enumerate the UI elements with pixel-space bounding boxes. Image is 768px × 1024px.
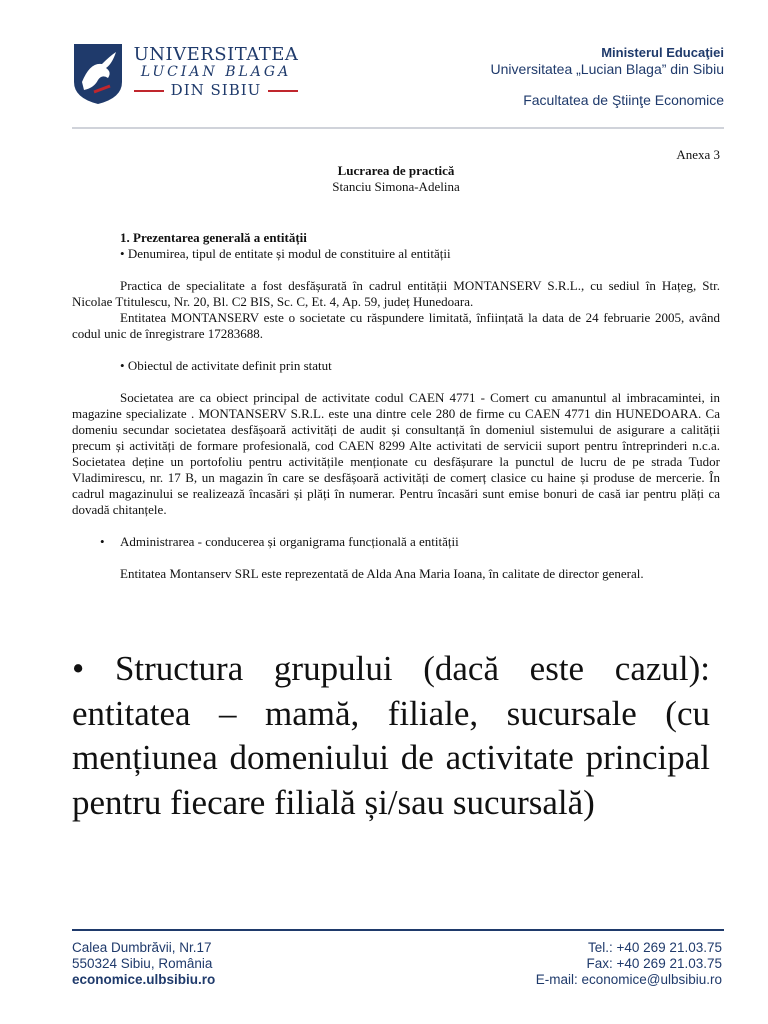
paragraph: Societatea are ca obiect principal de activitate codul CAEN 4771 - Comert cu amanuntul al imbracamintei, in magazine specializate . MONTANSERV S.R.L. este una dintre cele 280 de firme cu CAEN 4771 din HUNEDOARA. Ca domeniu secundar societatea desfășoară activități de audit și consultanță în domeniul sistemului de asigurare a calității precum și activități de formare profesională, cod CAEN 8299 Alte activitati de servicii suport pentru întreprinderi n.c.a. Societatea deține un portofoliu pentru activitățile menționate cu desfășurare la punctul de lucru de pe strada Tudor Vladimirescu, nr. 17 B, un magazin în care se desfășoară activități de comerț clasice cu haine și produse de mercerie. În cadrul magazinului se realizează încasări și plăți în numerar. Pentru încasări sunt emise bonuri de casă iar pentru plăți ca dovadă chitanțele. [72, 390, 720, 517]
header-divider [72, 127, 724, 129]
header-institution [491, 44, 724, 109]
document-author: Stanciu Simona-Adelina [332, 179, 460, 194]
paragraph: Entitatea MONTANSERV este o societate cu răspundere limitată, înființată la data de 24 februarie 2005, având codul unic de înregistrare 17283688. [72, 310, 720, 341]
logo-line-1: UNIVERSITATEA [133, 44, 299, 65]
bullet-item: • Obiectul de activitate definit prin statut [120, 358, 332, 373]
large-bullet-text: Structura grupului (dacă este cazul): entitatea – mamă, filiale, sucursale (cu mențiunea domeniului de activitate principal pentru fiecare filială și/sau sucursală) [72, 649, 710, 822]
bullet-text: Denumirea, tipul de entitate și modul de constituire al entității [127, 246, 451, 261]
footer-email-link[interactable]: E-mail: economice@ulbsibiu.ro [535, 972, 722, 987]
logo-line-2: LUCIAN BLAGA [140, 64, 292, 80]
annex-label: Anexa 3 [676, 147, 720, 162]
logo-line-3: DIN SIBIU [130, 81, 302, 99]
footer-address [72, 940, 215, 988]
bullet-text: Obiectul de activitate definit prin statut [127, 358, 332, 373]
document-title: Lucrarea de practică [337, 163, 455, 178]
bullet-text: Administrarea - conducerea și organigrama funcțională a entității [120, 534, 459, 549]
bullet-item: • Administrarea - conducerea și organigrama funcțională a entității [100, 534, 459, 549]
footer-city: 550324 Sibiu, România [72, 956, 213, 971]
faculty-name: Facultatea de Ştiinţe Economice [523, 92, 724, 108]
university-name: Universitatea „Lucian Blaga” din Sibiu [490, 61, 724, 77]
document-title-block [72, 163, 720, 195]
university-logo [72, 42, 302, 106]
footer-phone: Tel.: +40 269 21.03.75 [588, 940, 722, 955]
footer-website-link[interactable]: economice.ulbsibiu.ro [72, 972, 216, 987]
footer-divider [72, 929, 724, 931]
logo-wordmark [130, 46, 302, 99]
footer-street: Calea Dumbrăvii, Nr.17 [72, 940, 212, 955]
paragraph: Entitatea Montanserv SRL este reprezentată de Alda Ana Maria Ioana, în calitate de director general. [120, 566, 644, 581]
section-heading: 1. Prezentarea generală a entității [120, 230, 307, 245]
eagle-emblem-icon [72, 42, 124, 106]
paragraph: Practica de specialitate a fost desfășurată în cadrul entității MONTANSERV S.R.L., cu sediul în Hațeg, Str. Nicolae Ttitulescu, Nr. 20, Bl. C2 BIS, Sc. C, Et. 4, Ap. 59, județ Hunedoara. [72, 278, 720, 309]
ministry-name: Ministerul Educaţiei [601, 45, 724, 60]
document-body [72, 230, 720, 582]
footer-fax: Fax: +40 269 21.03.75 [586, 956, 722, 971]
footer-contact [536, 940, 722, 988]
large-bullet-item: • Structura grupului (dacă este cazul): entitatea – mamă, filiale, sucursale (cu mențiunea domeniului de activitate principal pentru fiecare filială și/sau sucursală) [72, 649, 710, 822]
bullet-item: • Denumirea, tipul de entitate și modul de constituire al entității [120, 246, 451, 261]
